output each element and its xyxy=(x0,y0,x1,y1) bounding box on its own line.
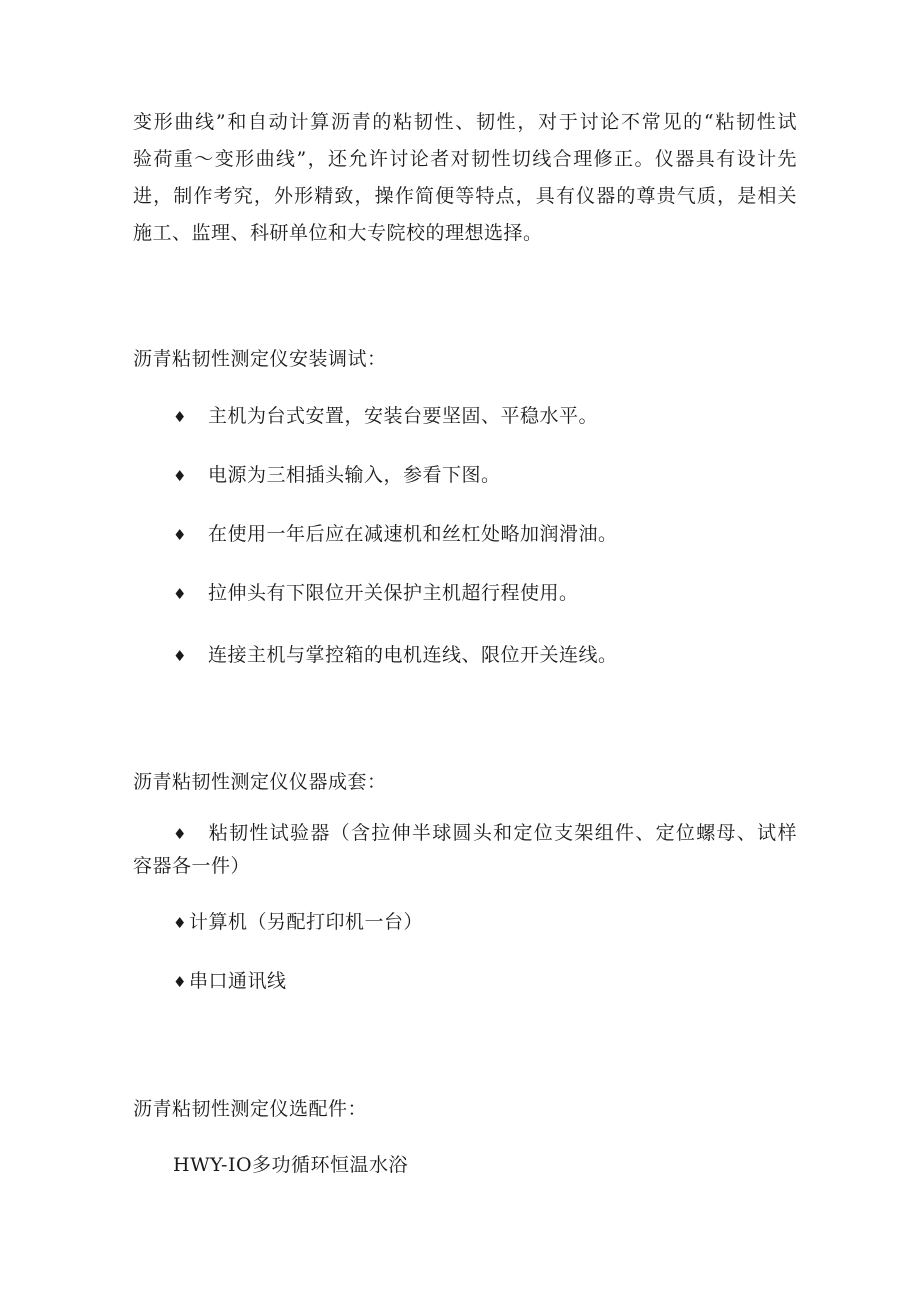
kit-item-1-line-2: 容器各一件） xyxy=(133,855,251,877)
install-item-text: 连接主机与掌控箱的电机连线、限位开关连线。 xyxy=(208,644,618,666)
kit-heading: 沥青粘韧性测定仪仪器成套： xyxy=(133,771,387,793)
diamond-bullet-icon: ♦ xyxy=(173,973,187,991)
install-item-text: 主机为台式安置，安装台要坚固、平稳水平。 xyxy=(208,405,599,427)
install-heading: 沥青粘韧性测定仪安装调试： xyxy=(133,348,387,370)
diamond-bullet-icon: ♦ xyxy=(173,647,187,665)
kit-item-1 xyxy=(133,821,797,878)
install-item-3 xyxy=(173,522,618,547)
install-item-text: 在使用一年后应在减速机和丝杠处略加润滑油。 xyxy=(208,523,618,545)
install-item-4 xyxy=(173,581,579,606)
options-item-1: HWY-IO多功循环恒温水浴 xyxy=(173,1154,409,1176)
intro-line-3: 进，制作考究，外形精致，操作简便等特点，具有仪器的尊贵气质，是相关 xyxy=(133,185,797,207)
kit-item-2-text: 计算机（另配打印机一台） xyxy=(188,911,423,933)
intro-line-2: 验荷重～变形曲线”，还允许讨论者对韧性切线合理修正。仪器具有设计先 xyxy=(133,148,797,170)
intro-line-1: 变形曲线”和自动计算沥青的粘韧性、韧性，对于讨论不常见的“粘韧性试 xyxy=(133,111,797,133)
install-item-text: 电源为三相插头输入，参看下图。 xyxy=(208,464,501,486)
install-item-5 xyxy=(173,643,618,668)
kit-item-2 xyxy=(173,910,423,935)
diamond-bullet-icon: ♦ xyxy=(173,825,187,843)
kit-item-1-line-1: 粘韧性试验器（含拉伸半球圆头和定位支架组件、定位螺母、试样 xyxy=(208,822,797,844)
install-item-1 xyxy=(173,404,598,429)
diamond-bullet-icon: ♦ xyxy=(173,467,187,485)
kit-item-3-text: 串口通讯线 xyxy=(188,970,287,992)
kit-item-3 xyxy=(173,969,286,994)
diamond-bullet-icon: ♦ xyxy=(173,526,187,544)
options-heading: 沥青粘韧性测定仪选配件： xyxy=(133,1098,368,1120)
diamond-bullet-icon: ♦ xyxy=(173,408,187,426)
diamond-bullet-icon: ♦ xyxy=(173,914,187,932)
diamond-bullet-icon: ♦ xyxy=(173,585,187,603)
intro-line-4: 施工、监理、科研单位和大专院校的理想选择。 xyxy=(133,222,543,244)
install-item-text: 拉伸头有下限位开关保护主机超行程使用。 xyxy=(208,582,579,604)
install-item-2 xyxy=(173,463,501,488)
